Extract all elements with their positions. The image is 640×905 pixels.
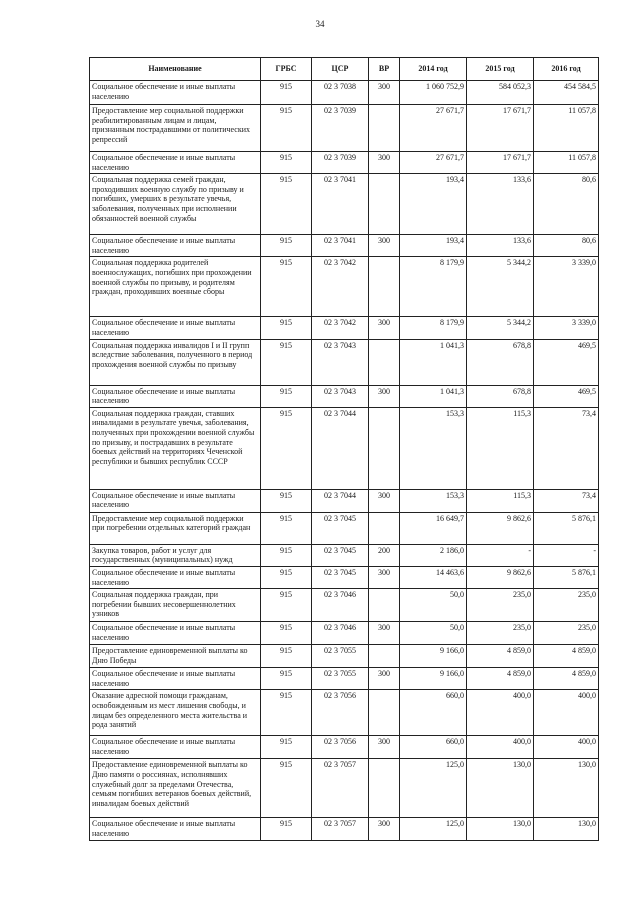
- cell-y2014: 50,0: [400, 622, 467, 645]
- table-row: [90, 759, 599, 818]
- cell-y2014: 27 671,7: [400, 105, 467, 152]
- table-row: [90, 152, 599, 174]
- column-header-grbs: ГРБС: [261, 58, 312, 81]
- cell-y2015: 4 859,0: [467, 645, 534, 668]
- cell-y2016: 73,4: [534, 407, 599, 489]
- cell-csr: 02 3 7046: [312, 622, 369, 645]
- cell-y2016: 400,0: [534, 736, 599, 759]
- cell-csr: 02 3 7045: [312, 512, 369, 544]
- cell-vr: 300: [369, 736, 400, 759]
- cell-grbs: 915: [261, 174, 312, 235]
- cell-y2015: 133,6: [467, 174, 534, 235]
- cell-grbs: 915: [261, 668, 312, 690]
- cell-name: Социальное обеспечение и иные выплаты населению: [90, 317, 261, 339]
- cell-name: Предоставление мер социальной поддержки при погребении отдельных категорий граждан: [90, 512, 261, 544]
- column-header-2016: 2016 год: [534, 58, 599, 81]
- cell-grbs: 915: [261, 105, 312, 152]
- table-row: [90, 257, 599, 317]
- table-row: [90, 668, 599, 690]
- cell-y2014: 9 166,0: [400, 668, 467, 690]
- cell-name: Социальное обеспечение и иные выплаты населению: [90, 489, 261, 512]
- cell-y2015: 9 862,6: [467, 566, 534, 588]
- cell-csr: 02 3 7039: [312, 152, 369, 174]
- cell-y2014: 8 179,9: [400, 257, 467, 317]
- cell-grbs: 915: [261, 566, 312, 588]
- cell-y2016: 454 584,5: [534, 81, 599, 105]
- column-header-csr: ЦСР: [312, 58, 369, 81]
- column-header-name: Наименование: [90, 58, 261, 81]
- cell-vr: [369, 645, 400, 668]
- cell-name: Социальная поддержка родителей военнослужащих, погибших при прохождении военной службы по призыву, и родителям граждан, проходивших военные сборы: [90, 257, 261, 317]
- cell-y2015: 115,3: [467, 489, 534, 512]
- cell-y2016: 11 057,8: [534, 152, 599, 174]
- table-row: [90, 174, 599, 235]
- cell-vr: 300: [369, 385, 400, 407]
- cell-vr: 200: [369, 544, 400, 566]
- cell-grbs: 915: [261, 235, 312, 257]
- cell-y2015: 400,0: [467, 736, 534, 759]
- cell-vr: 300: [369, 622, 400, 645]
- cell-name: Социальное обеспечение и иные выплаты населению: [90, 736, 261, 759]
- cell-y2015: -: [467, 544, 534, 566]
- cell-name: Социальная поддержка граждан, ставших инвалидами в результате увечья, заболевания, полученных при прохождении военной службы по призыву, и пострадавших в результате боевых действий на территориях Чеченской республики и бывших республик СССР: [90, 407, 261, 489]
- cell-y2015: 235,0: [467, 589, 534, 622]
- cell-y2014: 27 671,7: [400, 152, 467, 174]
- cell-csr: 02 3 7045: [312, 544, 369, 566]
- cell-grbs: 915: [261, 317, 312, 339]
- cell-csr: 02 3 7038: [312, 81, 369, 105]
- cell-grbs: 915: [261, 257, 312, 317]
- cell-y2016: 130,0: [534, 818, 599, 840]
- cell-csr: 02 3 7041: [312, 235, 369, 257]
- table-row: [90, 566, 599, 588]
- table-row: [90, 317, 599, 339]
- cell-y2016: 80,6: [534, 235, 599, 257]
- cell-y2014: 1 041,3: [400, 339, 467, 385]
- cell-vr: 300: [369, 81, 400, 105]
- cell-y2014: 50,0: [400, 589, 467, 622]
- cell-y2015: 9 862,6: [467, 512, 534, 544]
- cell-y2015: 400,0: [467, 690, 534, 736]
- cell-y2015: 678,8: [467, 385, 534, 407]
- cell-grbs: 915: [261, 622, 312, 645]
- cell-y2016: 4 859,0: [534, 668, 599, 690]
- table-row: [90, 622, 599, 645]
- cell-y2015: 584 052,3: [467, 81, 534, 105]
- cell-vr: [369, 407, 400, 489]
- table-row: [90, 385, 599, 407]
- table-row: [90, 105, 599, 152]
- cell-y2014: 125,0: [400, 759, 467, 818]
- cell-y2016: 235,0: [534, 589, 599, 622]
- cell-grbs: 915: [261, 512, 312, 544]
- cell-y2016: 5 876,1: [534, 512, 599, 544]
- cell-vr: 300: [369, 566, 400, 588]
- cell-y2016: 235,0: [534, 622, 599, 645]
- cell-vr: [369, 512, 400, 544]
- cell-y2016: 469,5: [534, 339, 599, 385]
- cell-csr: 02 3 7056: [312, 690, 369, 736]
- table-body: [90, 81, 599, 841]
- cell-grbs: 915: [261, 759, 312, 818]
- cell-y2014: 660,0: [400, 736, 467, 759]
- cell-y2014: 16 649,7: [400, 512, 467, 544]
- cell-y2016: 5 876,1: [534, 566, 599, 588]
- cell-y2014: 660,0: [400, 690, 467, 736]
- cell-vr: 300: [369, 668, 400, 690]
- table-row: [90, 235, 599, 257]
- cell-y2014: 153,3: [400, 489, 467, 512]
- table-row: [90, 339, 599, 385]
- cell-y2014: 14 463,6: [400, 566, 467, 588]
- cell-y2015: 130,0: [467, 759, 534, 818]
- cell-name: Социальное обеспечение и иные выплаты населению: [90, 81, 261, 105]
- cell-y2015: 678,8: [467, 339, 534, 385]
- cell-grbs: 915: [261, 544, 312, 566]
- table-row: [90, 690, 599, 736]
- cell-y2014: 193,4: [400, 235, 467, 257]
- column-header-2015: 2015 год: [467, 58, 534, 81]
- cell-vr: [369, 257, 400, 317]
- cell-csr: 02 3 7056: [312, 736, 369, 759]
- cell-y2014: 2 186,0: [400, 544, 467, 566]
- cell-csr: 02 3 7039: [312, 105, 369, 152]
- cell-name: Предоставление мер социальной поддержки реабилитированным лицам и лицам, признанным пострадавшими от политических репрессий: [90, 105, 261, 152]
- cell-name: Социальная поддержка инвалидов I и II групп вследствие заболевания, полученного в период прохождения военной службы по призыву: [90, 339, 261, 385]
- cell-vr: [369, 174, 400, 235]
- table-row: [90, 489, 599, 512]
- table-row: [90, 512, 599, 544]
- cell-grbs: 915: [261, 736, 312, 759]
- table-header-row: [90, 58, 599, 81]
- cell-vr: 300: [369, 235, 400, 257]
- cell-y2016: 80,6: [534, 174, 599, 235]
- cell-name: Социальное обеспечение и иные выплаты населению: [90, 622, 261, 645]
- cell-name: Социальное обеспечение и иные выплаты населению: [90, 235, 261, 257]
- cell-vr: 300: [369, 317, 400, 339]
- cell-y2015: 235,0: [467, 622, 534, 645]
- table-row: [90, 81, 599, 105]
- cell-vr: [369, 690, 400, 736]
- cell-y2016: -: [534, 544, 599, 566]
- cell-grbs: 915: [261, 690, 312, 736]
- cell-name: Оказание адресной помощи гражданам, освобожденным из мест лишения свободы, и лицам без определенного места жительства и рода занятий: [90, 690, 261, 736]
- cell-y2015: 17 671,7: [467, 152, 534, 174]
- table-row: [90, 818, 599, 840]
- cell-y2016: 469,5: [534, 385, 599, 407]
- cell-y2014: 8 179,9: [400, 317, 467, 339]
- cell-vr: [369, 589, 400, 622]
- cell-grbs: 915: [261, 818, 312, 840]
- cell-grbs: 915: [261, 489, 312, 512]
- cell-y2015: 115,3: [467, 407, 534, 489]
- table-row: [90, 589, 599, 622]
- cell-csr: 02 3 7046: [312, 589, 369, 622]
- table-row: [90, 645, 599, 668]
- cell-y2015: 130,0: [467, 818, 534, 840]
- cell-vr: 300: [369, 489, 400, 512]
- table-row: [90, 736, 599, 759]
- cell-y2015: 5 344,2: [467, 317, 534, 339]
- cell-y2016: 400,0: [534, 690, 599, 736]
- cell-y2016: 73,4: [534, 489, 599, 512]
- cell-name: Социальное обеспечение и иные выплаты населению: [90, 818, 261, 840]
- column-header-2014: 2014 год: [400, 58, 467, 81]
- cell-csr: 02 3 7044: [312, 489, 369, 512]
- cell-name: Предоставление единовременной выплаты ко Дню памяти о россиянах, исполнявших служебный долг за пределами Отечества, семьям погибших ветеранов боевых действий, инвалидам боевых действий: [90, 759, 261, 818]
- cell-csr: 02 3 7045: [312, 566, 369, 588]
- cell-name: Социальное обеспечение и иные выплаты населению: [90, 152, 261, 174]
- cell-name: Социальное обеспечение и иные выплаты населению: [90, 385, 261, 407]
- cell-csr: 02 3 7041: [312, 174, 369, 235]
- budget-table: [89, 57, 599, 841]
- cell-name: Социальное обеспечение и иные выплаты населению: [90, 566, 261, 588]
- cell-vr: [369, 339, 400, 385]
- cell-y2015: 17 671,7: [467, 105, 534, 152]
- cell-csr: 02 3 7057: [312, 818, 369, 840]
- cell-y2014: 193,4: [400, 174, 467, 235]
- page-number: 34: [315, 19, 325, 29]
- cell-grbs: 915: [261, 407, 312, 489]
- cell-csr: 02 3 7055: [312, 645, 369, 668]
- column-header-vr: ВР: [369, 58, 400, 81]
- cell-csr: 02 3 7043: [312, 339, 369, 385]
- cell-grbs: 915: [261, 385, 312, 407]
- cell-grbs: 915: [261, 589, 312, 622]
- cell-y2014: 1 041,3: [400, 385, 467, 407]
- cell-y2014: 153,3: [400, 407, 467, 489]
- cell-csr: 02 3 7042: [312, 317, 369, 339]
- cell-name: Закупка товаров, работ и услуг для государственных (муниципальных) нужд: [90, 544, 261, 566]
- cell-name: Социальное обеспечение и иные выплаты населению: [90, 668, 261, 690]
- cell-csr: 02 3 7057: [312, 759, 369, 818]
- cell-csr: 02 3 7042: [312, 257, 369, 317]
- cell-y2015: 4 859,0: [467, 668, 534, 690]
- cell-vr: 300: [369, 818, 400, 840]
- cell-name: Социальная поддержка граждан, при погребении бывших несовершеннолетних узников: [90, 589, 261, 622]
- cell-y2016: 3 339,0: [534, 257, 599, 317]
- table-row: [90, 544, 599, 566]
- cell-grbs: 915: [261, 645, 312, 668]
- cell-csr: 02 3 7055: [312, 668, 369, 690]
- cell-grbs: 915: [261, 339, 312, 385]
- table-row: [90, 407, 599, 489]
- cell-vr: 300: [369, 152, 400, 174]
- cell-y2016: 130,0: [534, 759, 599, 818]
- cell-y2014: 9 166,0: [400, 645, 467, 668]
- cell-csr: 02 3 7044: [312, 407, 369, 489]
- cell-y2015: 133,6: [467, 235, 534, 257]
- cell-y2016: 4 859,0: [534, 645, 599, 668]
- cell-vr: [369, 759, 400, 818]
- cell-y2015: 5 344,2: [467, 257, 534, 317]
- cell-y2014: 125,0: [400, 818, 467, 840]
- cell-vr: [369, 105, 400, 152]
- cell-y2016: 11 057,8: [534, 105, 599, 152]
- cell-name: Предоставление единовременной выплаты ко Дню Победы: [90, 645, 261, 668]
- cell-csr: 02 3 7043: [312, 385, 369, 407]
- cell-name: Социальная поддержка семей граждан, проходивших военную службу по призыву и погибших, умерших в результате увечья, заболевания, полученных при исполнении обязанностей военной службы: [90, 174, 261, 235]
- cell-grbs: 915: [261, 81, 312, 105]
- cell-y2014: 1 060 752,9: [400, 81, 467, 105]
- cell-grbs: 915: [261, 152, 312, 174]
- cell-y2016: 3 339,0: [534, 317, 599, 339]
